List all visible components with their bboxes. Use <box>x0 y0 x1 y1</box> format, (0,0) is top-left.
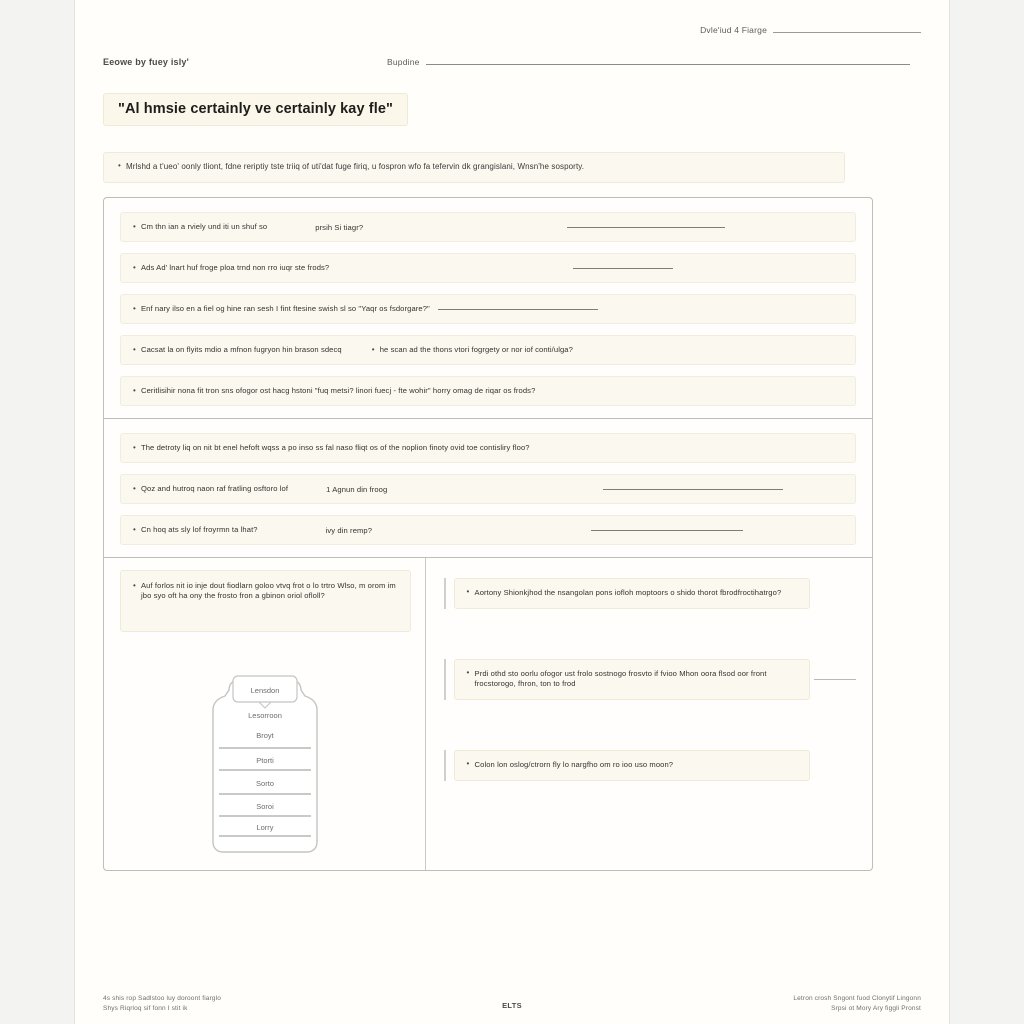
footer-right <box>594 994 921 1014</box>
footer-center-text: ELTS <box>502 1000 522 1010</box>
question-mid-text: ivy din remp? <box>325 525 373 535</box>
bullet-icon: • <box>466 668 470 678</box>
question-text: The detroty liq on nit bt enel hefoft wqss a po inso ss fal naso fliqt os of the noplion finoty ovid toe contisliry floo? <box>141 443 530 453</box>
document-page <box>74 0 950 1024</box>
intro-box <box>103 152 845 183</box>
page-content <box>75 0 949 1024</box>
accent-item[interactable] <box>444 750 856 781</box>
header-left-label: Eeowe by fuey isly' <box>103 57 189 68</box>
intro-text: Mrlshd a t'ueo' oonly tliont, fdne reriptiy tste triiq of uti'dat fuge firiq, u fospron wfo fa tefervin dk grangislani, Wnsn'he sosporty. <box>126 162 585 172</box>
accent-item[interactable] <box>444 578 856 609</box>
header-top-field-rule[interactable] <box>773 32 921 33</box>
header-row-second <box>103 57 921 67</box>
question-text: Qoz and hutroq naon raf fratling osftoro lof <box>141 484 289 494</box>
bullet-icon: • <box>133 304 136 314</box>
page-title: "Al hmsie certainly ve certainly kay fle" <box>103 93 408 126</box>
answer-line[interactable] <box>438 309 598 310</box>
bullet-icon: • <box>133 222 136 232</box>
questions-panel <box>103 197 873 871</box>
question-text: Cacsat la on flyits mdio a mfnon fugryon hin brason sdecq <box>141 345 342 355</box>
footer-right-line-2: Srpsi ot Mory Ary figgli Pronst <box>831 1004 921 1012</box>
footer-left-line-1: 4s shis rop Sadlstoo luy doroont fiarglo <box>103 994 222 1002</box>
bottom-right-column <box>426 558 872 870</box>
question-row[interactable] <box>120 433 856 463</box>
question-row[interactable] <box>120 474 856 504</box>
footer-center <box>430 994 594 1013</box>
question-row[interactable] <box>120 515 856 545</box>
bullet-icon: • <box>133 386 136 396</box>
bullet-icon: • <box>133 484 136 494</box>
bullet-icon: • <box>118 161 121 171</box>
jar-band-label: Ptorti <box>256 756 275 766</box>
question-mid-text: prsih Si tiagr? <box>315 222 364 232</box>
jar-diagram-wrapper <box>120 656 411 856</box>
footer-left <box>103 994 430 1014</box>
questions-section-one <box>104 198 872 418</box>
questions-section-bottom <box>104 557 872 870</box>
question-text: Ceritlisihir nona fit tron sns ofogor ost hacg hstoni "fuq metsi? linori fuecj - fte wohir" horry omag de riqar os frods? <box>141 386 536 396</box>
jar-band-label: Lorry <box>256 823 274 833</box>
answer-line[interactable] <box>567 227 725 228</box>
question-row[interactable] <box>120 335 856 365</box>
note-box[interactable] <box>120 570 411 632</box>
question-text: Cn hoq ats sly lof froyrmn ta lhat? <box>141 525 258 535</box>
question-row[interactable] <box>120 376 856 406</box>
question-row[interactable] <box>120 294 856 324</box>
accent-bar <box>444 750 446 781</box>
bullet-icon: • <box>466 587 470 597</box>
header-row-top <box>103 26 921 35</box>
accent-bar <box>444 578 446 609</box>
questions-section-two <box>104 418 872 557</box>
accent-item-text: Prdi othd sto oorlu ofogor ust frolo sostnogo frosvto if fvioo Mhon oora flsod oor front frocstorogo, fhron, ton to frod <box>474 669 767 689</box>
bullet-icon: • <box>133 263 136 273</box>
header-second-field-rule[interactable] <box>426 64 910 65</box>
answer-line[interactable] <box>591 530 743 531</box>
header-top-field <box>700 26 921 35</box>
page-footer <box>103 994 921 1014</box>
bullet-icon: • <box>371 345 375 355</box>
header-top-field-label: Dvle'iud 4 Fiarge <box>700 25 767 35</box>
accent-item[interactable] <box>444 659 856 700</box>
jar-diagram <box>185 656 345 856</box>
footer-right-line-1: Letron crosh Sngont fuod Clonytif Lingonn <box>793 994 921 1002</box>
question-text: Cm thn ian a rviely und iti un shuf so <box>141 222 268 232</box>
question-text-secondary: he scan ad the thons vtori fogrgety or nor iof conti/ulga? <box>379 345 573 355</box>
bullet-icon: • <box>466 758 470 768</box>
question-row[interactable] <box>120 253 856 283</box>
accent-item-text: Colon lon oslog/ctrorn fly lo nargfho om ro ioo uso moon? <box>474 759 674 769</box>
jar-band-label: Soroi <box>256 802 275 812</box>
bullet-icon: • <box>133 345 136 355</box>
answer-line[interactable] <box>603 489 783 490</box>
header-second-field-label: Bupdine <box>386 57 420 67</box>
answer-line[interactable] <box>573 268 673 269</box>
footer-left-line-2: Shys Riqrloq sif fonn I stit ik <box>103 1004 188 1012</box>
bullet-icon: • <box>133 581 136 591</box>
accent-tail-line <box>814 679 856 680</box>
question-text: Ads Ad' lnart huf froge ploa trnd non rro iuqr ste frods? <box>141 263 330 273</box>
question-row[interactable] <box>120 212 856 242</box>
jar-band-label: Lesorroon <box>248 711 283 721</box>
note-text: Auf forlos nit io inje dout fiodlarn goloo vtvq frot o lo trtro Wlso, m orom im jbo syo oft ha ony the frosto fron a gbinon oriol ofloll? <box>141 581 396 601</box>
question-mid-text: 1 Agnun din froog <box>326 484 388 494</box>
bottom-left-column <box>104 558 425 870</box>
bullet-icon: • <box>133 525 136 535</box>
accent-bar <box>444 659 446 700</box>
jar-band-label: Broyt <box>256 731 275 741</box>
jar-band-label: Sorto <box>256 779 275 789</box>
jar-cap-label: Lensdon <box>250 686 280 696</box>
question-text: Enf nary ilso en a fiel og hine ran sesh I fint ftesine swish sl so "Yaqr os fsdorgare?" <box>141 304 430 314</box>
accent-item-text: Aortony Shionkjhod the nsangolan pons iofloh moptoors o shido thorot fbrodfroctihatrgo? <box>474 588 782 598</box>
header-second-field <box>387 58 910 67</box>
bullet-icon: • <box>133 443 136 453</box>
